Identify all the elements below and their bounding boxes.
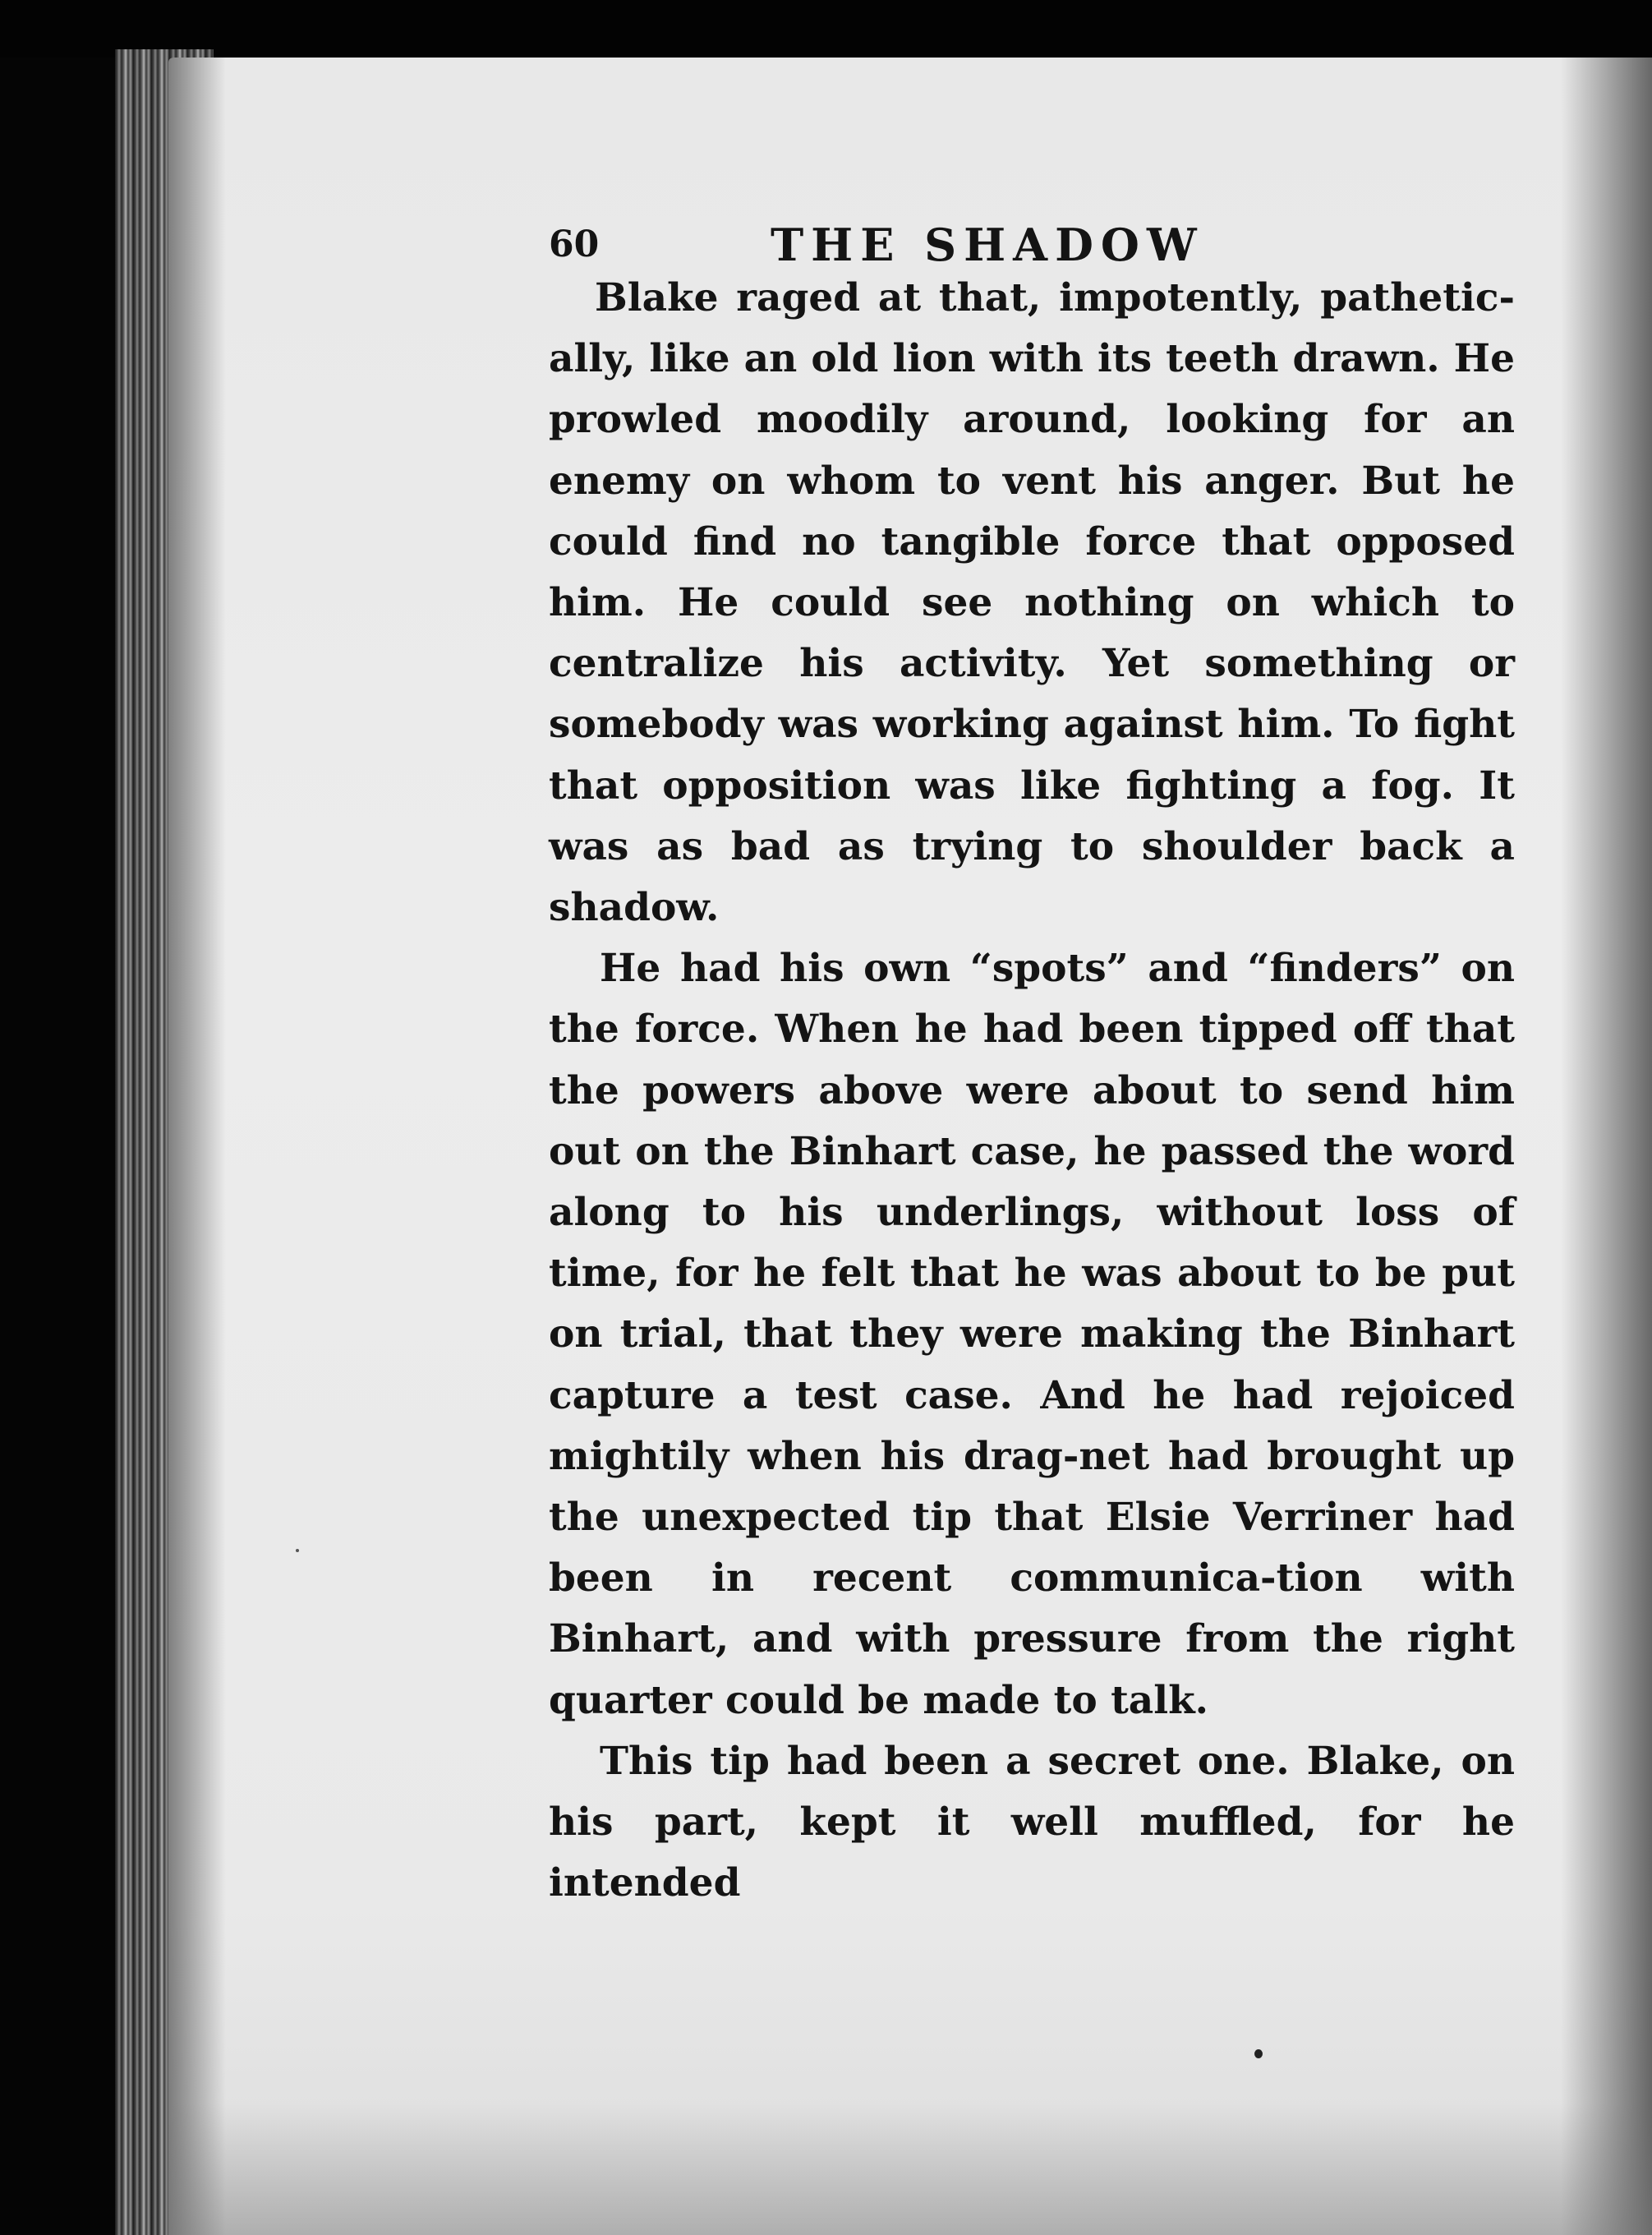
right-edge-shadow [1561,58,1652,2235]
paragraph: This tip had been a secret one. Blake, on his part, kept it well muffled, for he intended [549,1738,1515,1906]
body-text [549,268,1515,1914]
stray-mark [296,1549,299,1552]
running-head [549,207,1515,271]
page-content [549,207,1515,1914]
paragraph: Blake raged at that, impotently, pathetic-ally, like an old lion with its teeth drawn. He prowled moodily around, looking for an enemy on whom to vent his anger. But he could find no tangible force that opposed him. He could see nothing on which to centralize his activity. Yet something or somebody was working against him. To fight that opposition was like fighting a fog. It was as bad as trying to shoulder back a shadow. [549,275,1515,931]
bottom-edge-shadow [168,2104,1652,2235]
running-title: THE SHADOW [771,219,1204,271]
ink-speck [1254,2049,1263,2058]
scan-border-top [0,0,1652,58]
gutter-shadow [168,58,226,2235]
page-number: 60 [549,224,600,265]
paragraph: He had his own “spots” and “finders” on the force. When he had been tipped off that the powers above were about to send him out on the Binhart case, he passed the word along to his underlings, without loss of time, for he felt that he was about to be put on trial, that they were making the Binhart capture a test case. And he had rejoiced mightily when his drag-net had brought up the unexpected tip that Elsie Verriner had been in recent communica-tion with Binhart, and with pressure from the right quarter could be made to talk. [549,946,1515,1723]
